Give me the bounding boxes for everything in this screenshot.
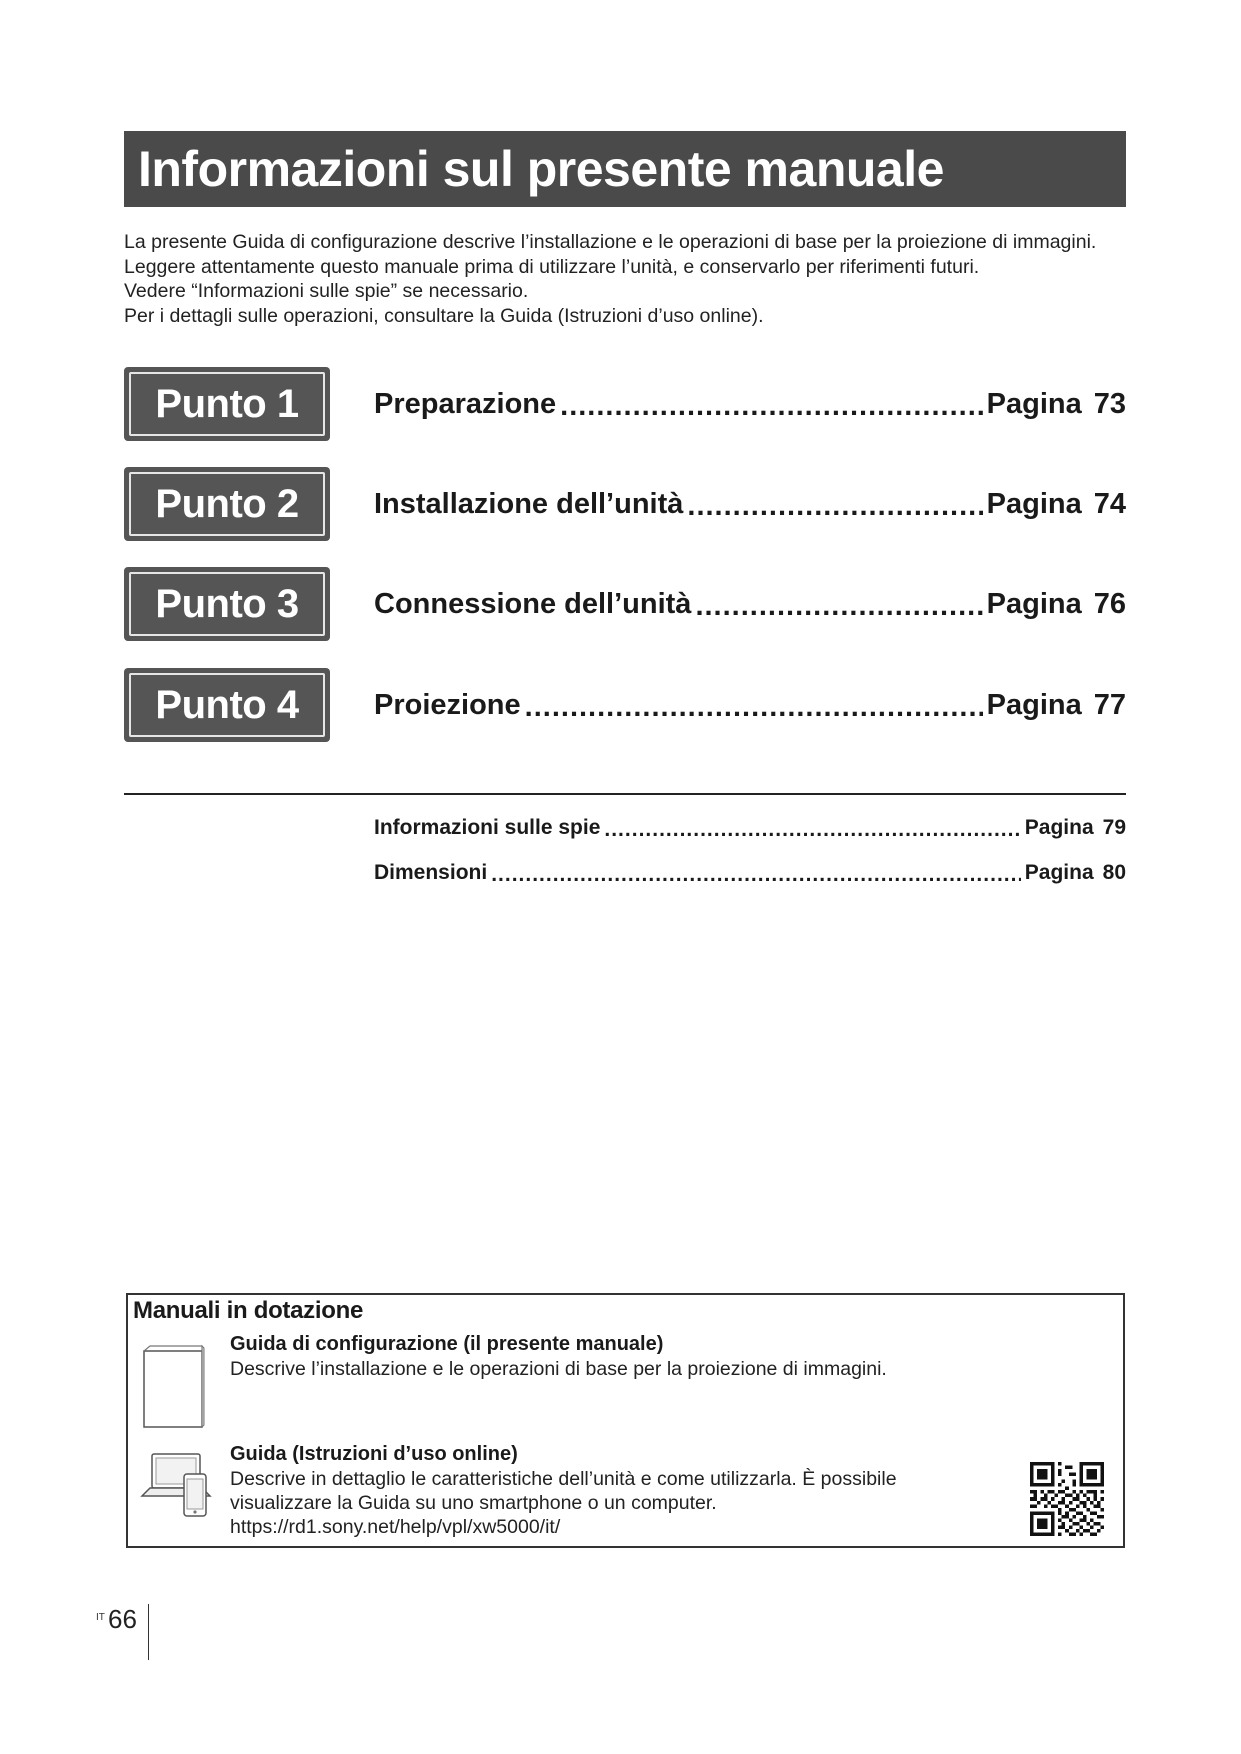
- manual-desc: [230, 1357, 1103, 1381]
- toc-page-ref: [987, 588, 1126, 621]
- toc-entry-title: Dimensioni: [374, 861, 488, 884]
- toc-entry-title: Connessione dell’unità: [374, 587, 692, 620]
- page-number: 73: [1093, 387, 1126, 420]
- step-3-row: [124, 567, 1126, 643]
- toc-page-ref: [1025, 861, 1126, 885]
- toc-entry-proiezione[interactable]: [374, 668, 1126, 742]
- printed-manual-icon: [142, 1343, 206, 1429]
- toc-page-ref: [987, 388, 1126, 421]
- manual-item-setup-guide: [230, 1331, 1103, 1381]
- step-badge-label: Punto 4: [129, 673, 325, 737]
- page-label: Pagina: [986, 387, 1082, 420]
- page-label: Pagina: [986, 688, 1082, 721]
- toc-page-ref: [987, 689, 1126, 722]
- intro-line: Leggere attentamente questo manuale prima di utilizzare l’unità, e conservarlo per riferimenti futuri.: [124, 255, 980, 278]
- toc-entry-spie[interactable]: [374, 812, 1126, 844]
- step-2-badge: [124, 467, 330, 541]
- manual-desc: [230, 1467, 1103, 1539]
- dot-leader: [525, 691, 983, 724]
- help-url-link[interactable]: https://rd1.sony.net/help/vpl/xw5000/it/: [230, 1516, 561, 1538]
- toc-entry-connessione[interactable]: [374, 567, 1126, 641]
- page-number: 77: [1093, 688, 1126, 721]
- page-label: Pagina: [1024, 816, 1094, 839]
- toc-entry-title: Proiezione: [374, 688, 521, 721]
- manuals-title: Manuali in dotazione: [133, 1297, 364, 1324]
- intro-text: [124, 230, 1126, 328]
- step-4-row: [124, 668, 1126, 744]
- page-title: Informazioni sul presente manuale: [124, 131, 1126, 207]
- page-label: Pagina: [1024, 861, 1094, 884]
- step-badge-label: Punto 1: [129, 372, 325, 436]
- language-code: IT: [96, 1612, 105, 1623]
- page-number: 79: [1102, 816, 1126, 839]
- step-4-badge: [124, 668, 330, 742]
- manuals-box: [126, 1293, 1125, 1548]
- manual-name: Guida di configurazione (il presente manuale): [230, 1333, 664, 1355]
- laptop-smartphone-icon: [140, 1450, 214, 1526]
- dot-leader: [687, 490, 982, 523]
- page-number: 74: [1093, 487, 1126, 520]
- page-number: 76: [1093, 587, 1126, 620]
- step-1-badge: [124, 367, 330, 441]
- page-number-footer: 66: [108, 1604, 137, 1634]
- dot-leader: [604, 818, 1020, 842]
- footer-rule: [148, 1604, 149, 1660]
- toc-entry-title: Informazioni sulle spie: [374, 816, 601, 839]
- intro-line: La presente Guida di configurazione descrive l’installazione e le operazioni di base per la proiezione di immagini.: [124, 231, 1097, 253]
- page-number: 80: [1102, 861, 1126, 884]
- step-badge-label: Punto 3: [129, 572, 325, 636]
- toc-entry-preparazione[interactable]: [374, 367, 1126, 441]
- manual-item-online-help: [230, 1441, 1103, 1539]
- page-label: Pagina: [986, 587, 1082, 620]
- toc-entry-dimensioni[interactable]: [374, 857, 1126, 889]
- manual-desc-line: visualizzare la Guida su uno smartphone o un computer.: [230, 1492, 717, 1514]
- page-label: Pagina: [986, 487, 1082, 520]
- qr-code-icon[interactable]: [1030, 1462, 1104, 1536]
- manual-desc-line: Descrive in dettaglio le caratteristiche dell’unità e come utilizzarla. È possibile: [230, 1468, 897, 1490]
- toc-page-ref: [1025, 816, 1126, 840]
- step-3-badge: [124, 567, 330, 641]
- toc-entry-installazione[interactable]: [374, 467, 1126, 541]
- toc-page-ref: [987, 488, 1126, 521]
- step-badge-label: Punto 2: [129, 472, 325, 536]
- intro-line: Per i dettagli sulle operazioni, consultare la Guida (Istruzioni d’uso online).: [124, 304, 764, 327]
- section-divider: [124, 793, 1126, 795]
- manual-name: Guida (Istruzioni d’uso online): [230, 1443, 518, 1465]
- dot-leader: [491, 863, 1021, 887]
- intro-line: Vedere “Informazioni sulle spie” se necessario.: [124, 280, 529, 302]
- dot-leader: [560, 390, 983, 423]
- manual-desc-line: Descrive l’installazione e le operazioni di base per la proiezione di immagini.: [230, 1358, 887, 1380]
- dot-leader: [695, 590, 982, 623]
- step-1-row: [124, 367, 1126, 443]
- toc-entry-title: Installazione dell’unità: [374, 487, 684, 520]
- toc-entry-title: Preparazione: [374, 387, 557, 420]
- step-2-row: [124, 467, 1126, 543]
